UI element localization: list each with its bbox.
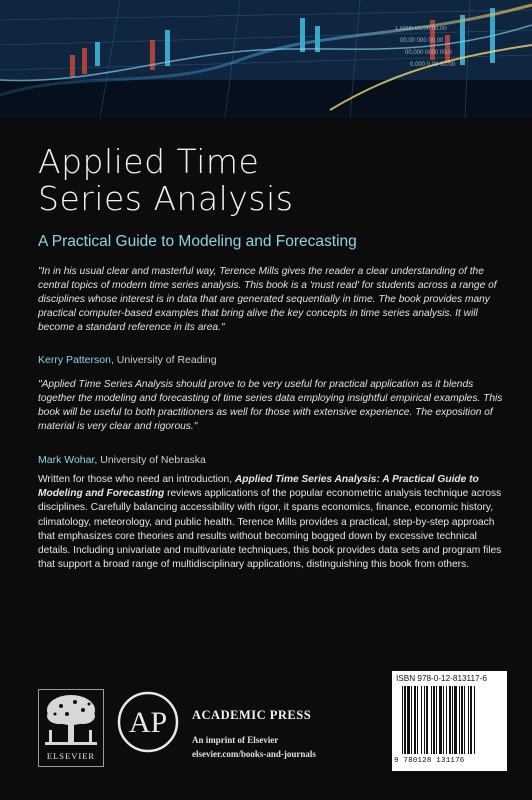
- book-title-line-1: Applied Time: [38, 142, 260, 181]
- book-subtitle: A Practical Guide to Modeling and Forecasting: [38, 233, 357, 250]
- svg-text:0.000 0,00 00.00: 0.000 0,00 00.00: [410, 62, 456, 68]
- book-title-line-2: Series Analysis: [38, 179, 294, 218]
- publisher-imprint: An imprint of Elsevier: [192, 735, 279, 745]
- endorser-name-1: Kerry Patterson,: [38, 354, 114, 366]
- barcode-digits: 9 780128 131176: [394, 757, 465, 765]
- description-body: reviews applications of the popular econometric analysis technique across disciplines. Carefully balancing accessibility with rigor, it spans economics, finance, economic history, climatology, meteorology, and public health. Terence Mills provides a practical, step-by-step approach that emphasizes core theories and results without becoming bogged down by excessive technical details. Including univariate and multivariate techniques, this book provides data sets and program files that support a broad range of multidisciplinary applications, distinguishing this book from others.: [38, 488, 502, 571]
- endorser-affiliation-2: University of Nebraska: [100, 454, 206, 466]
- description-intro: Written for those who need an introduction,: [38, 474, 233, 485]
- publisher-url: elsevier.com/books-and-journals: [192, 749, 316, 759]
- ap-monogram-icon: [116, 690, 180, 754]
- academic-press-logo: [116, 690, 180, 754]
- endorsement-attribution-1: [38, 353, 217, 367]
- ap-monogram-letters: AP: [128, 706, 168, 739]
- book-title: [38, 143, 498, 217]
- endorser-name-2: Mark Wohar,: [38, 454, 98, 466]
- description-book-title: Applied Time Series Analysis: A Practical Guide to Modeling and Forecasting: [38, 474, 479, 500]
- endorsement-quote-2: "Applied Time Series Analysis should prove to be very useful for practical application as it blends together the modeling and forecasting of time series data employing insightful empirical examples. This book will be useful to both practitioners as well for those with extensive experience. The exposition of material is very clear and rigorous.": [38, 379, 503, 432]
- banner-graphic: [0, 0, 532, 118]
- barcode-bars: [402, 686, 498, 756]
- svg-text:1,0000 00,00 00.00: 1,0000 00,00 00.00: [395, 26, 447, 32]
- publisher-name: ACADEMIC PRESS: [192, 708, 312, 722]
- endorsement-quote-1: "In in his usual clear and masterful way, Terence Mills gives the reader a clear understanding of the central topics of modern time series analysis. This book is a 'must read' for students across a range of disciplines whose interest is in data that are generated sequentially in time. The book provides many practical computer-based examples that bring alive the key concepts in time series analysis. It will become a standard reference in its area.": [38, 266, 497, 333]
- book-description: [38, 473, 510, 572]
- endorser-affiliation-1: University of Reading: [116, 354, 217, 366]
- isbn-label: ISBN 978-0-12-813117-6: [396, 674, 487, 683]
- svg-text:00,000 0000 00.0: 00,000 0000 00.0: [405, 50, 452, 56]
- svg-text:00.00 000 00,00: 00.00 000 00,00: [400, 38, 444, 44]
- elsevier-wordmark: ELSEVIER: [46, 751, 96, 761]
- stock-chart-banner-image: [0, 0, 532, 118]
- endorsement-attribution-2: [38, 453, 206, 467]
- elsevier-tree-icon: [39, 690, 103, 750]
- isbn-barcode: [392, 671, 507, 771]
